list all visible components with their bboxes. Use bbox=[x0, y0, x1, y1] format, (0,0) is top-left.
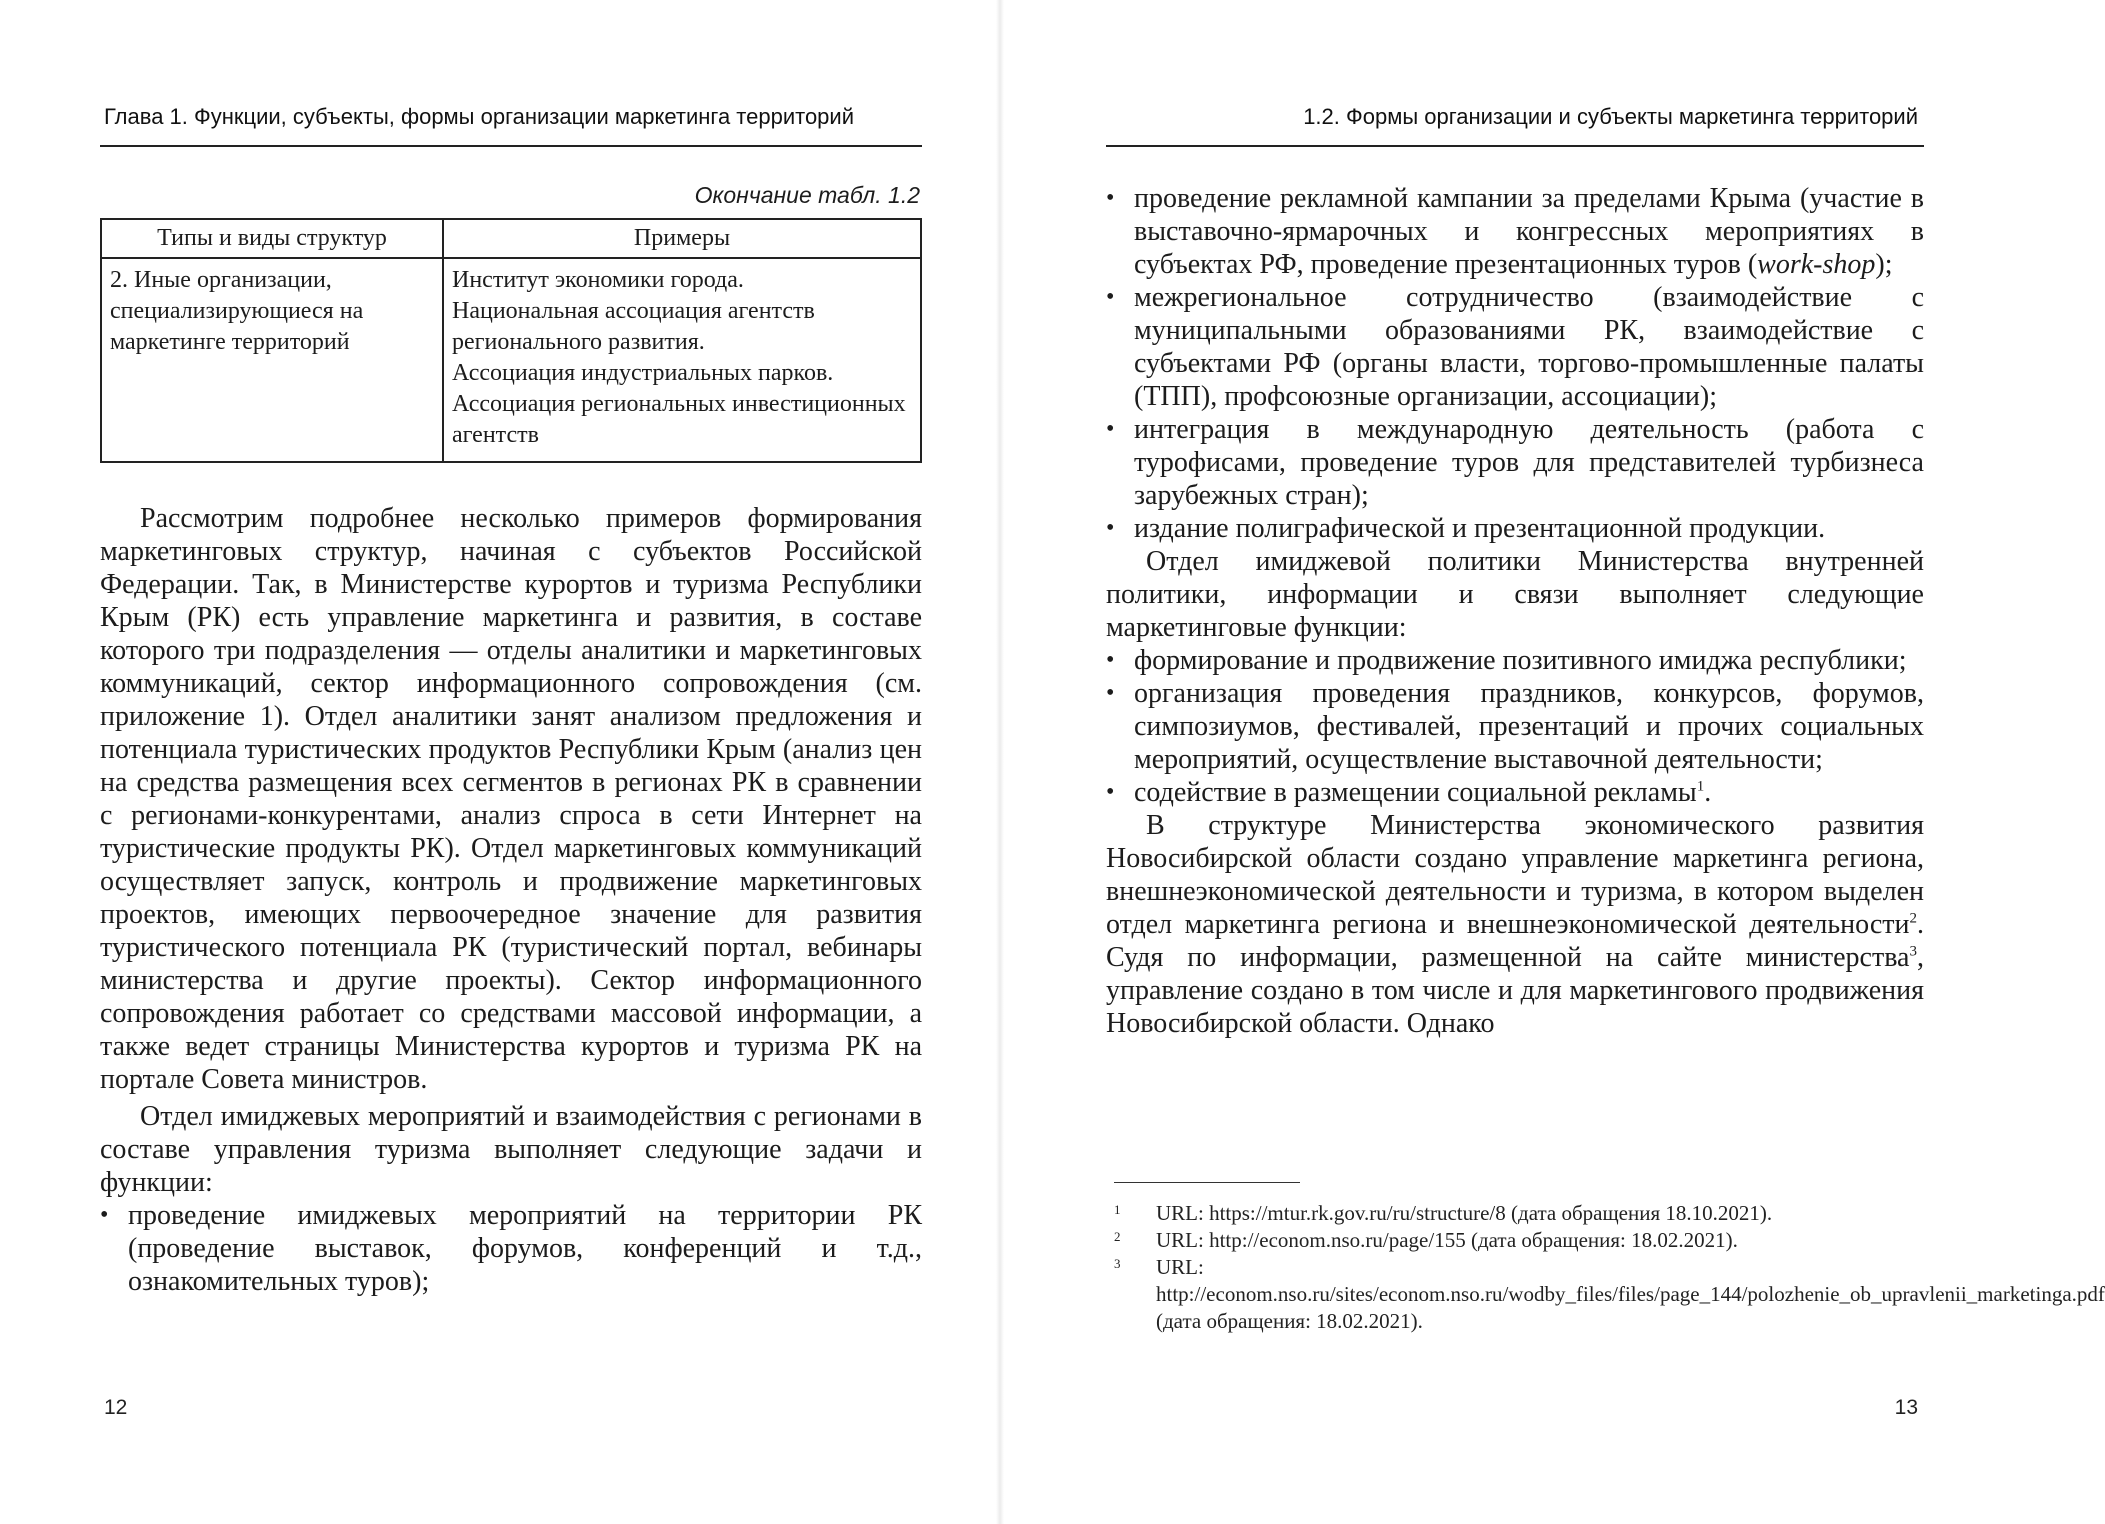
footnote-ref: 2 bbox=[1909, 910, 1917, 927]
footnote-ref: 1 bbox=[1696, 778, 1705, 795]
footnote-rule bbox=[1114, 1182, 1300, 1183]
example-item: Ассоциация региональных инвестиционных агентств bbox=[452, 391, 906, 448]
footnote: 2 URL: http://econom.nso.ru/page/155 (дата обращения: 18.02.2021). bbox=[1114, 1228, 1738, 1252]
left-body-text bbox=[100, 502, 922, 1298]
list-item: • издание полиграфической и презентационной продукции. bbox=[1106, 512, 1924, 545]
left-page bbox=[0, 0, 1000, 1524]
list-item: • интеграция в международную деятельность (работа с турофисами, проведение туров для представителей турбизнеса зарубежных стран); bbox=[1106, 413, 1924, 512]
right-body-text bbox=[1106, 182, 1924, 1040]
paragraph: Рассмотрим подробнее несколько примеров формирования маркетинговых структур, начиная с субъектов Российской Федерации. Так, в Министерстве курортов и туризма Республики Крым (РК) есть управление маркетинга и развития, в составе которого три подразделения — отделы аналитики и маркетинговых коммуникаций, сектор информационного сопровождения (см. приложение 1). Отдел аналитики занят анализом предложения и потенциала туристических продуктов Республики Крым (анализ цен на средства размещения всех сегментов в регионах РК в сравнении с регионами-конкурентами, анализ спроса в сети Интернет на туристические продукты РК). Отдел маркетинговых коммуникаций осуществляет запуск, контроль и продвижение маркетинговых проектов, имеющих первоочередное значение для развития туристического потенциала РК (туристический портал, вебинары министерства и другие проекты). Сектор информационного сопровождения работает со средствами массовой информации, а также ведет страницы Министерства курортов и туризма РК на портале Совета министров. bbox=[100, 503, 922, 1095]
table-header-types: Типы и виды структур bbox=[101, 219, 443, 258]
table-caption: Окончание табл. 1.2 bbox=[694, 182, 920, 208]
example-item: Национальная ассоциация агентств регионального развития. bbox=[452, 298, 815, 355]
example-item: Ассоциация индустриальных парков. bbox=[452, 360, 834, 386]
list-item: • организация проведения праздников, конкурсов, форумов, симпозиумов, фестивалей, презентаций и прочих социальных мероприятий, осуществление выставочной деятельности; bbox=[1106, 677, 1924, 776]
table-cell-examples bbox=[443, 258, 921, 462]
page-number-left: 12 bbox=[104, 1396, 128, 1419]
left-header-rule bbox=[100, 145, 922, 147]
bullet-list bbox=[1106, 182, 1924, 545]
page-number-right: 13 bbox=[1894, 1396, 1918, 1419]
paragraph: Отдел имиджевой политики Министерства внутренней политики, информации и связи выполняет следующие маркетинговые функции: bbox=[1106, 546, 1924, 643]
table-header-examples: Примеры bbox=[443, 219, 921, 258]
bullet-list bbox=[100, 1199, 922, 1298]
list-item: • содействие в размещении социальной рекламы$^1$. bbox=[1106, 776, 1924, 809]
table-row bbox=[101, 258, 921, 462]
right-header-rule bbox=[1106, 145, 1924, 147]
footnote-ref: 3 bbox=[1909, 943, 1917, 960]
right-page bbox=[1000, 0, 2105, 1524]
right-running-head: 1.2. Формы организации и субъекты маркетинга территорий bbox=[1303, 104, 1918, 129]
left-running-head: Глава 1. Функции, субъекты, формы организации маркетинга территорий bbox=[104, 104, 854, 129]
list-item: • проведение имиджевых мероприятий на территории РК (проведение выставок, форумов, конференций и т.д., ознакомительных туров); bbox=[100, 1199, 922, 1298]
paragraph: Отдел имиджевых мероприятий и взаимодействия с регионами в составе управления туризма выполняет следующие задачи и функции: bbox=[100, 1101, 922, 1198]
paragraph: В структуре Министерства экономического развития Новосибирской области создано управление маркетинга региона, внешнеэкономической деятельности и туризма, в котором выделен отдел маркетинга региона и внешнеэкономической деятельности$^2$. Судя по информации, размещенной на сайте министерства$^3$, управление создано в том числе и для маркетингового продвижения Новосибирской области. Однако bbox=[1106, 810, 1924, 1039]
work-shop-term: work-shop bbox=[1757, 249, 1876, 280]
footnote: 3 URL: http://econom.nso.ru/sites/econom.nso.ru/wodby_files/files/page_144/polozhenie_ob_upravlenii_marketinga.pdf (дата обращения: 18.02.2021). bbox=[1114, 1255, 2105, 1333]
footnote: 1 URL: https://mtur.rk.gov.ru/ru/structure/8 (дата обращения 18.10.2021). bbox=[1114, 1201, 1773, 1225]
bullet-list bbox=[1106, 644, 1924, 809]
list-item: • формирование и продвижение позитивного имиджа республики; bbox=[1106, 644, 1924, 677]
footnotes bbox=[1114, 1200, 2105, 1335]
list-item: • межрегиональное сотрудничество (взаимодействие с муниципальными образованиями РК, взаимодействие с субъектами РФ (органы власти, торгово-промышленные палаты (ТПП), профсоюзные организации, ассоциации); bbox=[1106, 281, 1924, 413]
table-1-2 bbox=[100, 218, 922, 463]
list-item: • проведение рекламной кампании за пределами Крыма (участие в выставочно-ярмарочных и конгрессных мероприятиях в субъектах РФ, проведение презентационных туров (work-shop); bbox=[1106, 182, 1924, 281]
example-item: Институт экономики города. bbox=[452, 267, 744, 293]
table-cell-type: 2. Иные организации, специализирующиеся на маркетинге территорий bbox=[101, 258, 443, 462]
